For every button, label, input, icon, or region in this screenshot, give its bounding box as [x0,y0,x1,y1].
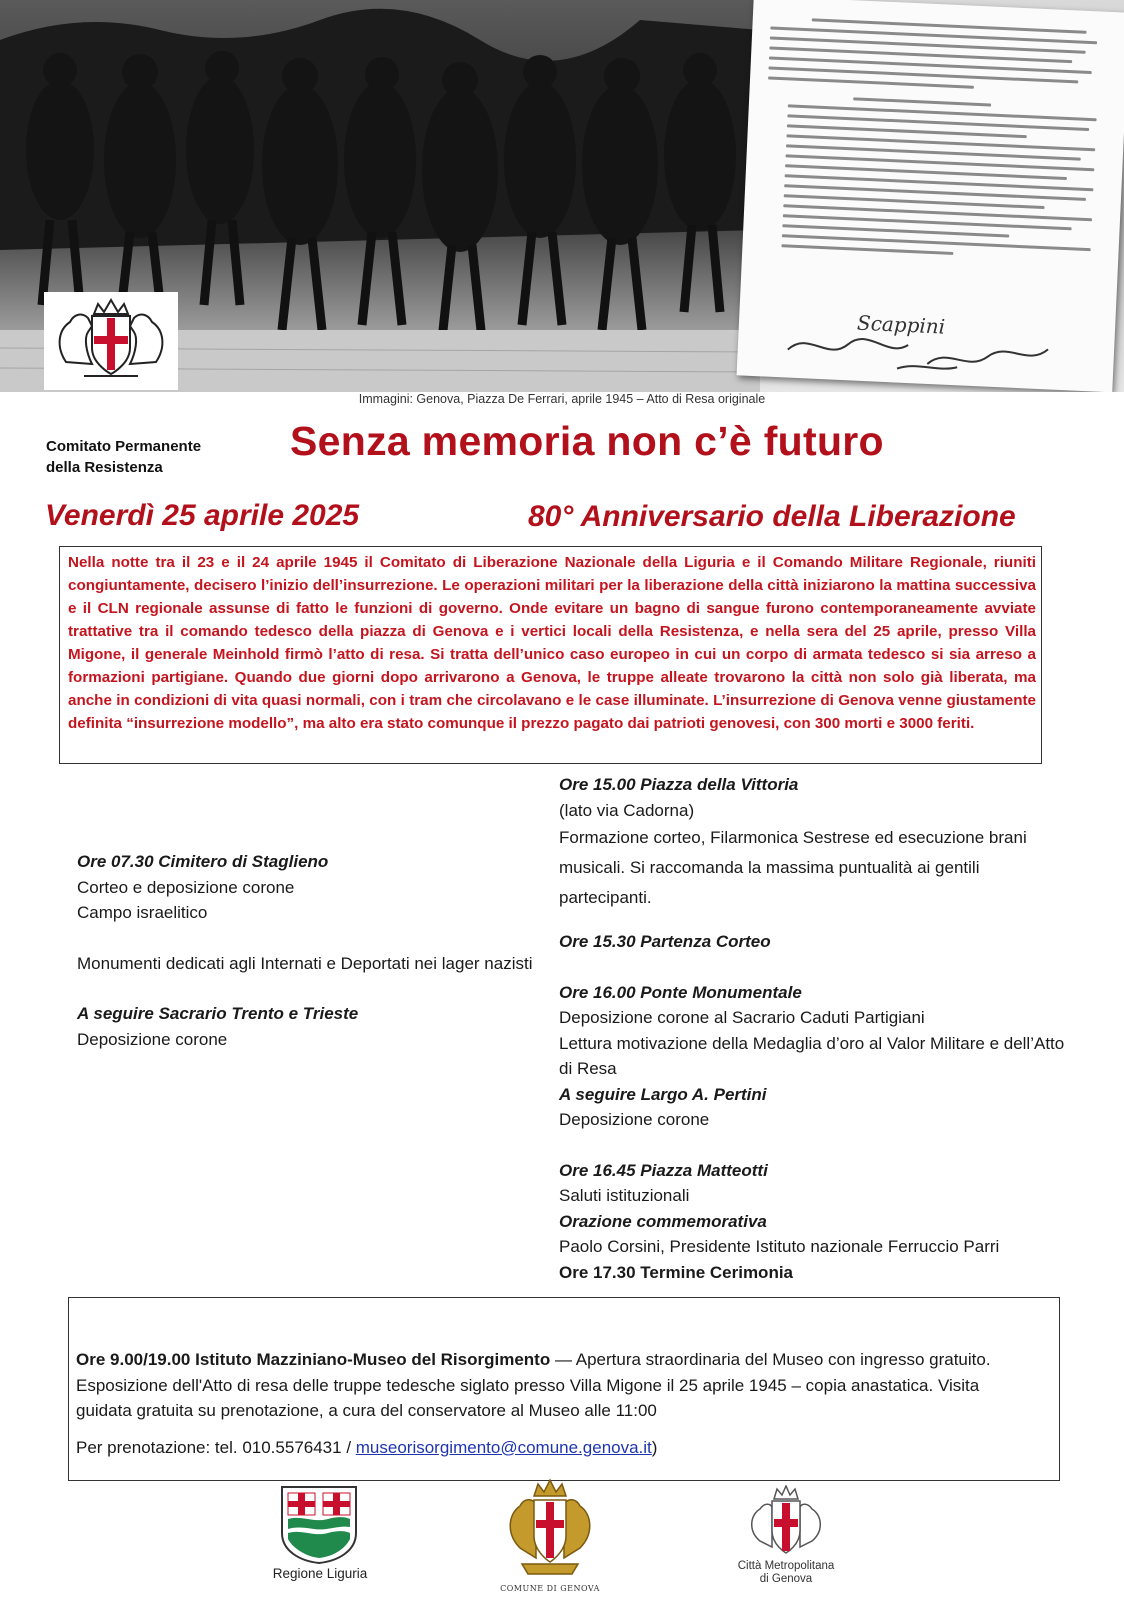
event-detail: Corteo e deposizione corone [77,877,295,897]
museum-description: — Apertura straordinaria del Museo con ingresso gratuito. Esposizione dell'Atto di resa delle truppe tedesche siglato presso Villa Migone il 25 aprile 1945 – copia anastatica. Visita guidata gratuita su prenotazione, a cura del conservatore al Museo alle 11:00 [76,1350,991,1420]
museum-box [68,1297,1060,1481]
schedule-left-column [77,849,537,1052]
event-title-ponte: Ore 16.00 Ponte Monumentale [559,982,802,1002]
event-detail: Lettura motivazione della Medaglia d’oro al Valor Militare e dell’Atto di Resa [559,1033,1065,1078]
event-title-partenza: Ore 15.30 Partenza Corteo [559,932,771,951]
genoa-crest-icon [44,292,178,390]
event-date: Venerdì 25 aprile 2025 [45,499,360,532]
schedule-right-column [559,772,1069,1285]
page-title: Senza memoria non c’è futuro [290,418,884,464]
booking-suffix: ) [651,1437,658,1457]
booking-phone: Per prenotazione: tel. 010.5576431 / [76,1437,356,1457]
metro-label-line2: di Genova [759,1573,813,1585]
event-detail: Deposizione corone al Sacrario Caduti Partigiani [559,1008,925,1027]
event-title-pertini: A seguire Largo A. Pertini [559,1084,767,1104]
museum-title: Ore 9.00/19.00 Istituto Mazziniano-Museo del Risorgimento [76,1350,551,1369]
museum-booking [76,1435,1039,1461]
museum-email-link[interactable]: museorisorgimento@comune.genova.it [355,1437,652,1457]
committee-name [46,436,256,478]
hero-image [0,0,1124,392]
regione-liguria-label: Regione Liguria [272,1566,368,1581]
event-title-sacrario: A seguire Sacrario Trento e Trieste [77,1004,359,1023]
comune-genova-label: COMUNE DI GENOVA [500,1584,600,1593]
event-detail: Campo israelitico [77,903,208,922]
event-detail: Deposizione corone [77,1029,228,1049]
event-title-matteotti: Ore 16.45 Piazza Matteotti [559,1160,768,1180]
citta-metropolitana-crest [744,1485,828,1559]
museum-info [76,1347,1039,1424]
comune-genova-crest [500,1478,600,1586]
event-detail: Deposizione corone [559,1110,710,1129]
intro-box [59,546,1042,764]
event-detail: (lato via Cadorna) [559,800,695,820]
surrender-document-image [737,0,1124,392]
document-signature: Scappini [856,310,946,339]
regione-liguria-logo [278,1483,360,1565]
citta-metropolitana-label [726,1560,846,1586]
metro-label-line1: Città Metropolitana [737,1560,835,1572]
event-subtitle-orazione: Orazione commemorativa [559,1211,767,1231]
anniversary-subtitle: 80° Anniversario della Liberazione [528,500,1016,533]
event-detail: Saluti istituzionali [559,1186,690,1205]
event-title-termine: Ore 17.30 Termine Cerimonia [559,1262,794,1282]
signature-scribbles [777,319,1099,381]
intro-text: Nella notte tra il 23 e il 24 aprile 1945 il Comitato di Liberazione Nazionale della Liguria e il Comando Militare Regionale, riuniti congiuntamente, decisero l’inizio dell’insurrezione. Le operazioni militari per la liberazione della città iniziarono la mattina successiva e il CLN regionale assunse di fatto le funzioni di governo. Onde evitare un bagno di sangue furono contemporaneamente avviate trattative tra il comando tedesco della piazza di Genova e i vertici locali della Resistenza, e nella sera del 25 aprile, presso Villa Migone, il generale Meinhold firmò l’atto di resa. Si tratta dell’unico caso europeo in cui un corpo di armata tedesco si sia arreso a formazioni partigiane. Quando due giorni dopo arrivarono a Genova, le truppe alleate trovarono la città non solo già liberata, ma anche in condizioni di vita quasi normali, con i tram che circolavano e le case illuminate. L’insurrezione di Genova venne giustamente definita “insurrezione modello”, ma alto era stato comunque il prezzo pagato dai patrioti genovesi, con 300 morti e 3000 feriti. [68,554,1036,732]
event-detail: Monumenti dedicati agli Internati e Deportati nei lager nazisti [77,953,533,973]
event-detail: Paolo Corsini, Presidente Istituto nazionale Ferruccio Parri [559,1237,1000,1256]
event-title-staglieno: Ore 07.30 Cimitero di Staglieno [77,852,329,871]
committee-name-line1: Comitato Permanente [46,438,202,455]
image-caption: Immagini: Genova, Piazza De Ferrari, aprile 1945 – Atto di Resa originale [358,392,766,406]
event-title-vittoria: Ore 15.00 Piazza della Vittoria [559,775,799,794]
event-detail: Formazione corteo, Filarmonica Sestrese ed esecuzione brani musicali. Si raccomanda la massima puntualità ai gentili partecipanti. [559,828,1027,907]
committee-name-line2: della Resistenza [46,459,163,476]
